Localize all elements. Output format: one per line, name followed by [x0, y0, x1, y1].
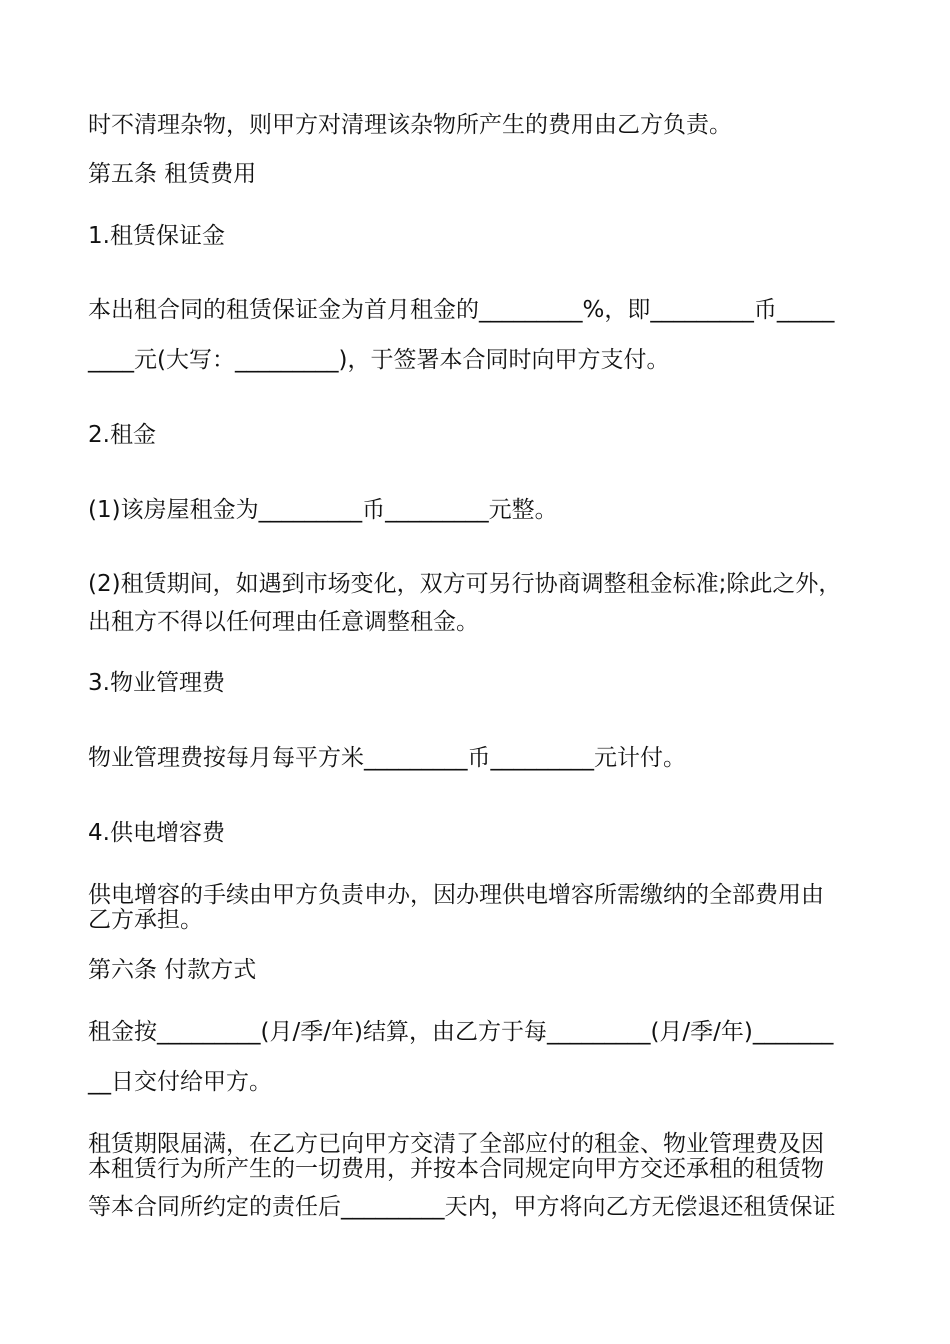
- subheading-rent: 2.租金: [88, 422, 156, 448]
- paragraph-line: (1)该房屋租金为_________币_________元整。: [88, 497, 558, 523]
- paragraph-line: 乙方承担。: [88, 907, 203, 933]
- paragraph-line: 出租方不得以任何理由任意调整租金。: [88, 609, 479, 635]
- paragraph-line: 本租赁行为所产生的一切费用，并按本合同规定向甲方交还承租的租赁物: [88, 1156, 824, 1182]
- subheading-deposit: 1.租赁保证金: [88, 223, 225, 249]
- paragraph-line: 租金按_________(月/季/年)结算，由乙方于每_________(月/季/年)_______: [88, 1019, 834, 1045]
- paragraph-line: 物业管理费按每月每平方米_________币_________元计付。: [88, 745, 686, 771]
- paragraph-line: 供电增容的手续由甲方负责申办，因办理供电增容所需缴纳的全部费用由: [88, 882, 824, 908]
- section-heading-article-5: 第五条 租赁费用: [88, 161, 257, 187]
- subheading-power-fee: 4.供电增容费: [88, 820, 225, 846]
- paragraph-line: __日交付给甲方。: [88, 1069, 272, 1095]
- paragraph-line: 本出租合同的租赁保证金为首月租金的_________%，即_________币_____: [88, 297, 835, 323]
- section-heading-article-6: 第六条 付款方式: [88, 957, 257, 983]
- paragraph-line: 租赁期限届满，在乙方已向甲方交清了全部应付的租金、物业管理费及因: [88, 1131, 824, 1157]
- paragraph-line: ____元(大写：_________)，于签署本合同时向甲方支付。: [88, 347, 670, 373]
- paragraph-line: 时不清理杂物，则甲方对清理该杂物所产生的费用由乙方负责。: [88, 112, 732, 138]
- paragraph-line: (2)租赁期间，如遇到市场变化，双方可另行协商调整租金标准;除此之外，: [88, 571, 842, 597]
- subheading-property-fee: 3.物业管理费: [88, 670, 225, 696]
- paragraph-line: 等本合同所约定的责任后_________天内，甲方将向乙方无偿退还租赁保证: [88, 1194, 836, 1220]
